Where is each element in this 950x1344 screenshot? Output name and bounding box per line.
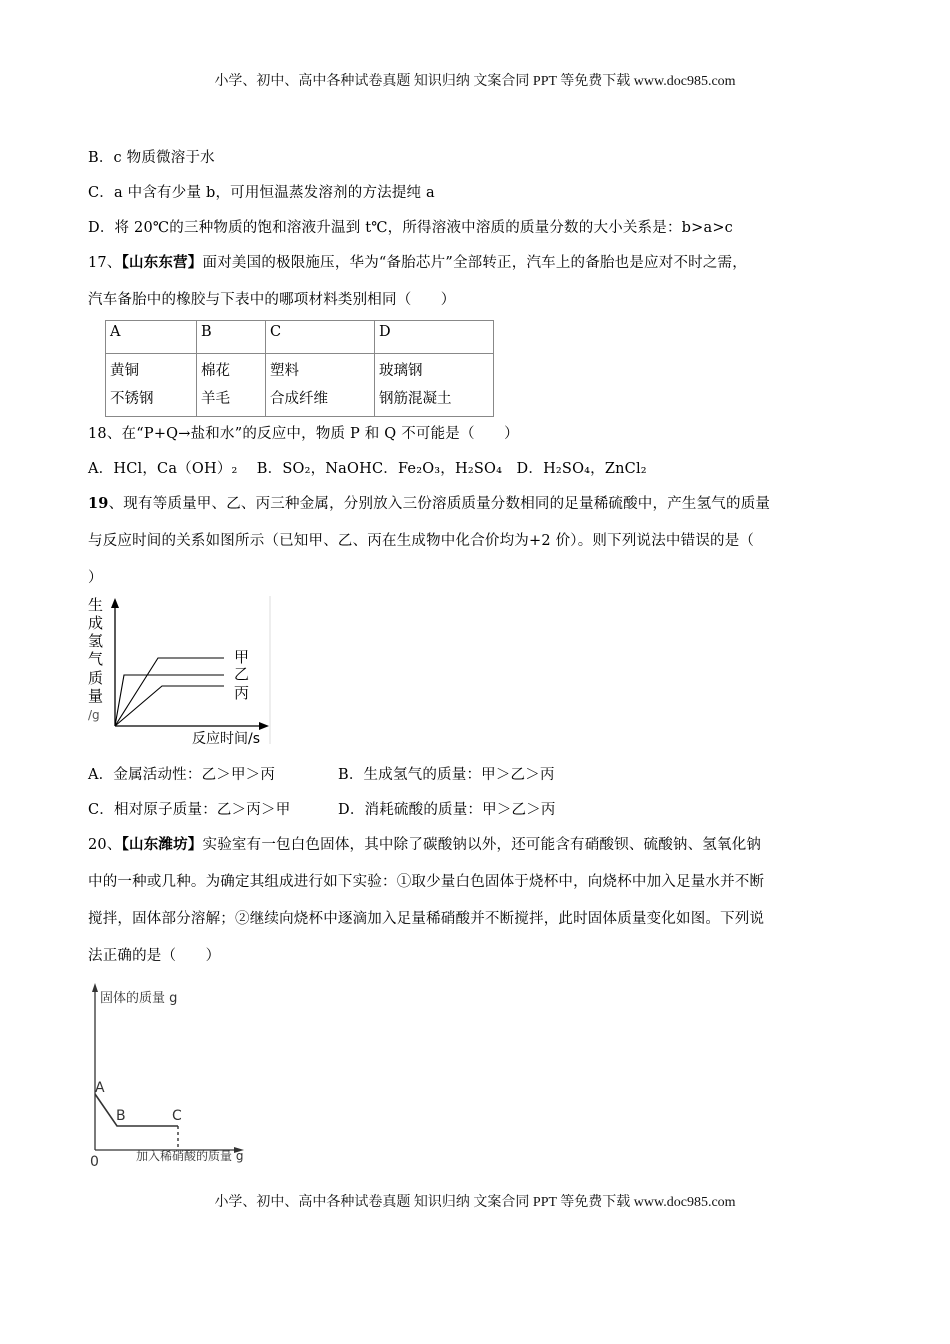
table-header-d: D [375,321,494,354]
q17-source-tag: 【山东东营】 [121,254,203,271]
cell-text: 不锈钢 [110,391,154,407]
x-axis-label: 反应时间/s [192,731,261,747]
q17-number: 17、 [88,255,122,271]
table-header-c: C [266,321,375,354]
cell-text: 棉花 [201,363,230,379]
q19-option-b: B．生成氢气的质量：甲＞乙＞丙 [338,767,555,783]
q20-stem-line1 [88,833,761,854]
q17-stem-line1 [88,251,747,272]
table-cell-d [375,354,494,417]
series-label-yi: 乙 [234,665,250,683]
table-header-row [106,321,494,354]
svg-text:质: 质 [88,669,104,687]
table-header-b: B [197,321,266,354]
q18-option-d: D．H₂SO₄，ZnCl₂ [516,461,647,477]
q20-number: 20、 [88,837,122,853]
q20-stem-line4: 法正确的是（ ） [88,948,221,964]
q18-stem: 18、在“P+Q→盐和水”的反应中，物质 P 和 Q 不可能是（ ） [88,426,519,442]
svg-text:生: 生 [88,596,104,614]
table-cell-a [106,354,197,417]
q19-hydrogen-chart [86,594,276,746]
cell-text: 钢筋混凝土 [379,391,452,407]
svg-text:成: 成 [88,614,104,632]
q19-option-d: D．消耗硫酸的质量：甲＞乙＞丙 [338,802,556,818]
q19-option-c: C．相对原子质量：乙＞丙＞甲 [88,802,291,818]
x-axis-label: 加入稀硝酸的质量 g [136,1149,244,1163]
table-cell-c [266,354,375,417]
q19-stem-line1 [88,492,770,513]
svg-text:/g: /g [88,708,100,722]
page-footer: 小学、初中、高中各种试卷真题 知识归纳 文案合同 PPT 等免费下载 www.doc985.com [214,1195,736,1210]
q18-option-c: C．Fe₂O₃，H₂SO₄ [371,461,503,477]
svg-text:量: 量 [88,687,104,705]
svg-text:气: 气 [88,650,104,668]
q19-stem-line3: ） [88,570,103,586]
y-axis-label: 固体的质量 g [100,991,178,1006]
cell-text: 塑料 [270,363,299,379]
q19-options-row2 [88,798,556,819]
page-header: 小学、初中、高中各种试卷真题 知识归纳 文案合同 PPT 等免费下载 www.doc985.com [214,74,736,89]
q16-option-b: B．c 物质微溶于水 [88,150,215,166]
point-label-c: C [172,1108,182,1124]
point-label-a: A [95,1080,105,1096]
q20-stem-line2: 中的一种或几种。为确定其组成进行如下实验：①取少量白色固体于烧杯中，向烧杯中加入足量水并不断 [88,874,765,890]
q16-option-c: C．a 中含有少量 b，可用恒温蒸发溶剂的方法提纯 a [88,185,435,201]
point-label-b: B [116,1108,126,1124]
series-label-bing: 丙 [234,684,250,702]
table-row [106,354,494,417]
table-cell-b [197,354,266,417]
q17-stem-line2: 汽车备胎中的橡胶与下表中的哪项材料类别相同（ ） [88,292,456,308]
table-header-a: A [106,321,197,354]
series-label-jia: 甲 [234,648,250,666]
cell-text: 玻璃钢 [379,363,423,379]
q19-option-a: A．金属活动性：乙＞甲＞丙 [88,767,276,783]
q18-options [88,457,647,478]
q20-source-tag: 【山东潍坊】 [121,836,203,853]
cell-text: 合成纤维 [270,391,328,407]
q18-option-a: A．HCl，Ca（OH）₂ [88,461,238,477]
q19-options-row1 [88,763,555,784]
svg-text:氢: 氢 [88,632,104,650]
q20-stem-line3: 搅拌，固体部分溶解；②继续向烧杯中逐滴加入足量稀硝酸并不断搅拌，此时固体质量变化如图。下列说 [88,911,765,927]
origin-label: 0 [90,1154,99,1170]
q17-materials-table [105,320,494,417]
q16-option-d: D．将 20℃的三种物质的饱和溶液升温到 t℃，所得溶液中溶质的质量分数的大小关系是：b>a>c [88,220,734,236]
q19-number: 19 [88,495,109,512]
q19-stem-text: 、现有等质量甲、乙、丙三种金属，分别放入三份溶质质量分数相同的足量稀硫酸中，产生氢气的质量 [108,496,771,512]
q19-stem-line2: 与反应时间的关系如图所示（已知甲、乙、丙在生成物中化合价均为+2 价）。则下列说法中错误的是（ [88,533,755,549]
q20-solid-mass-chart [86,980,286,1170]
q17-stem-text: 面对美国的极限施压，华为“备胎芯片”全部转正，汽车上的备胎也是应对不时之需， [202,255,747,271]
q20-stem-text: 实验室有一包白色固体，其中除了碳酸钠以外，还可能含有硝酸钡、硫酸钠、氢氧化钠 [202,837,762,853]
q18-option-b: B．SO₂，NaOH [256,461,372,477]
cell-text: 羊毛 [201,391,230,407]
cell-text: 黄铜 [110,363,139,379]
